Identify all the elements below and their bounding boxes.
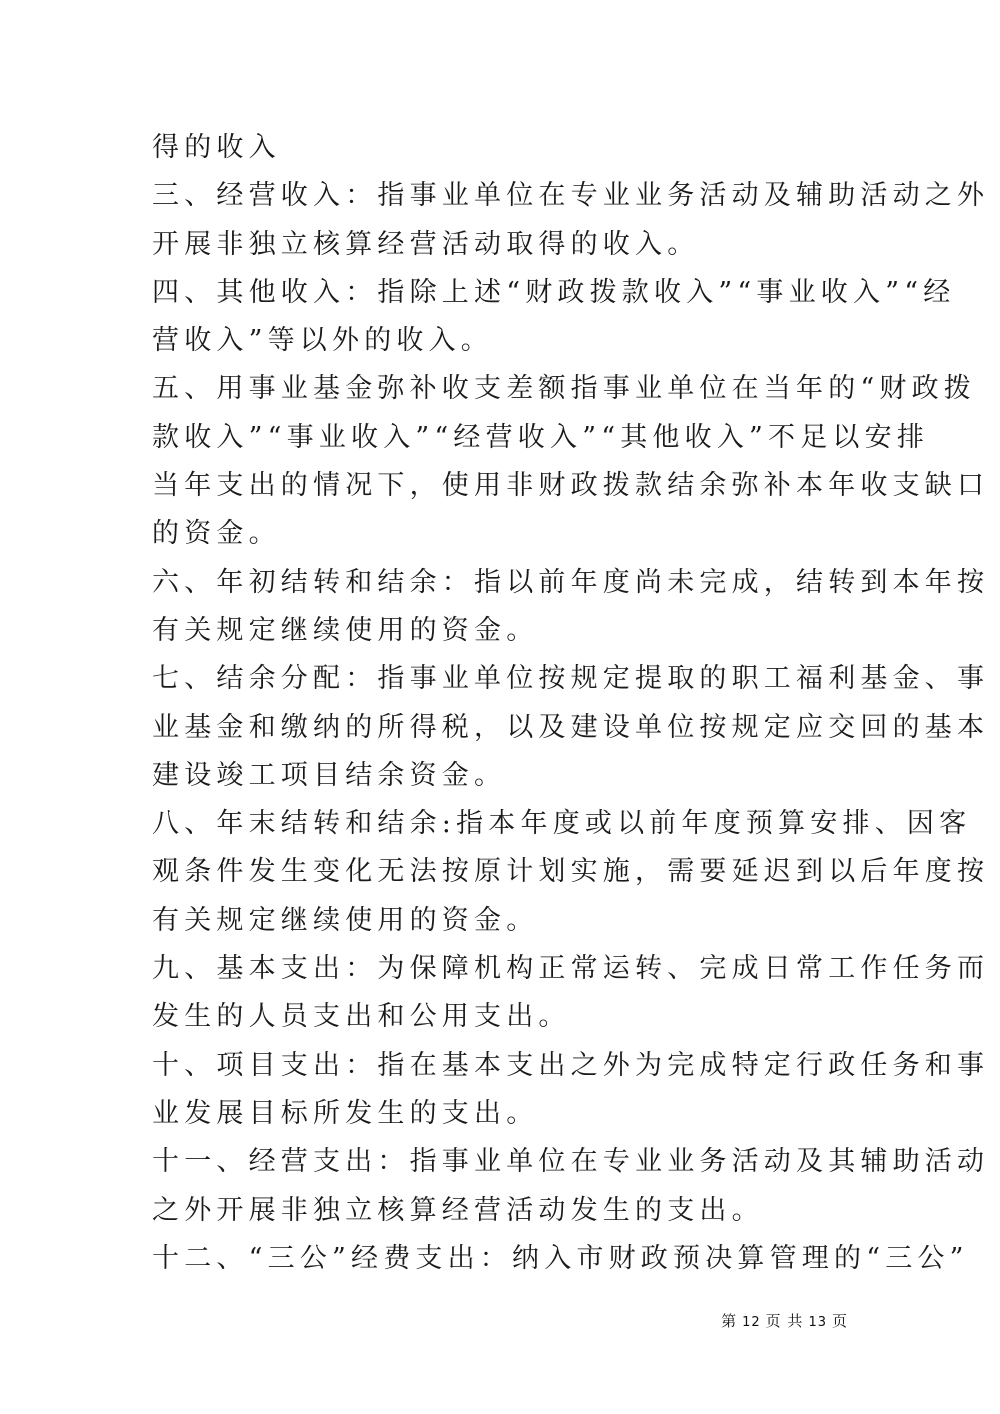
text-line: 开展非独立核算经营活动取得的收入。 bbox=[152, 228, 700, 260]
text-line: 七、结余分配：指事业单位按规定提取的职工福利基金、事 bbox=[152, 663, 990, 695]
text-line: 观条件发生变化无法按原计划实施，需要延迟到以后年度按 bbox=[152, 856, 990, 888]
footer-middle: 页 共 bbox=[765, 1312, 804, 1330]
footer-prefix: 第 bbox=[721, 1312, 738, 1330]
text-line: 三、经营收入：指事业单位在专业业务活动及辅助活动之外 bbox=[152, 180, 990, 212]
text-line: 业发展目标所发生的支出。 bbox=[152, 1097, 539, 1129]
text-line: 之外开展非独立核算经营活动发生的支出。 bbox=[152, 1194, 764, 1226]
text-line: 有关规定继续使用的资金。 bbox=[152, 904, 539, 936]
text-line: 得的收入 bbox=[152, 132, 281, 163]
text-line: 营收入”等以外的收入。 bbox=[152, 325, 494, 357]
text-line: 的资金。 bbox=[152, 518, 281, 550]
text-line: 九、基本支出：为保障机构正常运转、完成日常工作任务而 bbox=[152, 953, 990, 985]
text-line: 发生的人员支出和公用支出。 bbox=[152, 1001, 571, 1033]
text-line: 建设竣工项目结余资金。 bbox=[152, 759, 507, 791]
text-line: 业基金和缴纳的所得税，以及建设单位按规定应交回的基本 bbox=[152, 711, 990, 743]
text-line: 十、项目支出：指在基本支出之外为完成特定行政任务和事 bbox=[152, 1049, 990, 1081]
text-line: 五、用事业基金弥补收支差额指事业单位在当年的“财政拨 bbox=[152, 373, 977, 405]
current-page-number: 12 bbox=[742, 1315, 761, 1330]
text-line: 有关规定继续使用的资金。 bbox=[152, 614, 539, 646]
document-body bbox=[152, 124, 990, 1283]
text-line: 十二、“三公”经费支出：纳入市财政预决算管理的“三公” bbox=[152, 1242, 969, 1274]
text-line: 四、其他收入：指除上述“财政拨款收入”“事业收入”“经 bbox=[152, 276, 956, 308]
text-line: 款收入”“事业收入”“经营收入”“其他收入”不足以安排 bbox=[152, 421, 930, 453]
page-number-footer bbox=[0, 1310, 848, 1331]
total-page-count: 13 bbox=[808, 1315, 827, 1330]
text-line: 六、年初结转和结余：指以前年度尚未完成，结转到本年按 bbox=[152, 566, 990, 598]
text-line: 当年支出的情况下，使用非财政拨款结余弥补本年收支缺口 bbox=[152, 470, 990, 502]
text-line: 十一、经营支出：指事业单位在专业业务活动及其辅助活动 bbox=[152, 1146, 990, 1178]
text-line: 八、年末结转和结余:指本年度或以前年度预算安排、因客 bbox=[152, 808, 972, 840]
footer-suffix: 页 bbox=[831, 1312, 848, 1330]
